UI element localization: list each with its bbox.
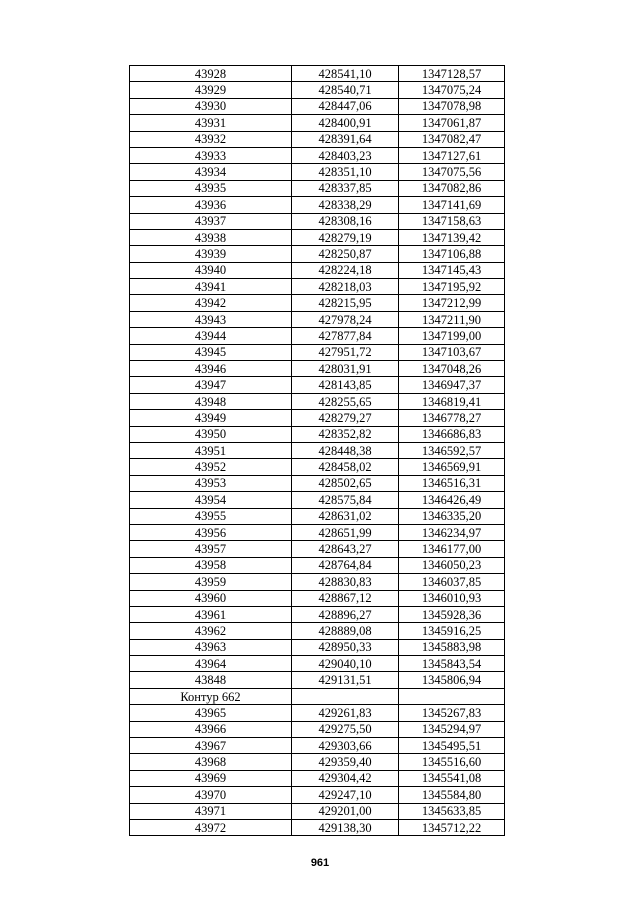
y-coordinate-cell (399, 688, 505, 704)
y-coordinate-cell: 1345712,22 (399, 819, 505, 835)
point-number-cell: 43928 (130, 66, 292, 82)
x-coordinate-cell: 428351,10 (292, 164, 399, 180)
point-number-cell: 43941 (130, 279, 292, 295)
y-coordinate-cell: 1347048,26 (399, 361, 505, 377)
y-coordinate-cell: 1347141,69 (399, 197, 505, 213)
point-number-cell: 43940 (130, 262, 292, 278)
y-coordinate-cell: 1345267,83 (399, 705, 505, 721)
y-coordinate-cell: 1345584,80 (399, 787, 505, 803)
x-coordinate-cell: 428403,23 (292, 147, 399, 163)
y-coordinate-cell: 1346426,49 (399, 492, 505, 508)
x-coordinate-cell: 428631,02 (292, 508, 399, 524)
point-number-cell: 43937 (130, 213, 292, 229)
point-number-cell: 43972 (130, 819, 292, 835)
table-row (130, 623, 505, 639)
table-row (130, 393, 505, 409)
table-row (130, 574, 505, 590)
point-number-cell: 43955 (130, 508, 292, 524)
y-coordinate-cell: 1347195,92 (399, 279, 505, 295)
table-row (130, 508, 505, 524)
point-number-cell: 43968 (130, 754, 292, 770)
point-number-cell: 43945 (130, 344, 292, 360)
x-coordinate-cell: 428448,38 (292, 442, 399, 458)
table-row (130, 721, 505, 737)
y-coordinate-cell: 1345916,25 (399, 623, 505, 639)
x-coordinate-cell: 428279,27 (292, 410, 399, 426)
table-row (130, 639, 505, 655)
table-row (130, 459, 505, 475)
x-coordinate-cell: 429247,10 (292, 787, 399, 803)
x-coordinate-cell: 429040,10 (292, 656, 399, 672)
y-coordinate-cell: 1346335,20 (399, 508, 505, 524)
table-row (130, 213, 505, 229)
point-number-cell: 43947 (130, 377, 292, 393)
table-row (130, 180, 505, 196)
table-row (130, 229, 505, 245)
table-row (130, 344, 505, 360)
x-coordinate-cell: 428830,83 (292, 574, 399, 590)
x-coordinate-cell: 427978,24 (292, 311, 399, 327)
point-number-cell: 43964 (130, 656, 292, 672)
y-coordinate-cell: 1345883,98 (399, 639, 505, 655)
x-coordinate-cell: 428458,02 (292, 459, 399, 475)
point-number-cell: 43933 (130, 147, 292, 163)
point-number-cell: 43950 (130, 426, 292, 442)
table-row (130, 442, 505, 458)
y-coordinate-cell: 1347106,88 (399, 246, 505, 262)
point-number-cell: 43939 (130, 246, 292, 262)
y-coordinate-cell: 1345541,08 (399, 770, 505, 786)
table-row (130, 164, 505, 180)
y-coordinate-cell: 1346010,93 (399, 590, 505, 606)
coordinates-table (129, 65, 505, 836)
x-coordinate-cell: 428950,33 (292, 639, 399, 655)
y-coordinate-cell: 1346037,85 (399, 574, 505, 590)
table-row (130, 98, 505, 114)
table-row (130, 131, 505, 147)
table-row (130, 606, 505, 622)
y-coordinate-cell: 1347061,87 (399, 115, 505, 131)
x-coordinate-cell: 428400,91 (292, 115, 399, 131)
point-number-cell: 43958 (130, 557, 292, 573)
y-coordinate-cell: 1346819,41 (399, 393, 505, 409)
table-row (130, 738, 505, 754)
y-coordinate-cell: 1347158,63 (399, 213, 505, 229)
x-coordinate-cell: 428541,10 (292, 66, 399, 82)
table-row (130, 82, 505, 98)
table-row (130, 197, 505, 213)
table-row (130, 328, 505, 344)
x-coordinate-cell: 429359,40 (292, 754, 399, 770)
table-row (130, 656, 505, 672)
page-number: 961 (310, 857, 330, 869)
x-coordinate-cell: 428218,03 (292, 279, 399, 295)
y-coordinate-cell: 1346686,83 (399, 426, 505, 442)
x-coordinate-cell: 427951,72 (292, 344, 399, 360)
y-coordinate-cell: 1345516,60 (399, 754, 505, 770)
y-coordinate-cell: 1346050,23 (399, 557, 505, 573)
table-row (130, 492, 505, 508)
x-coordinate-cell: 428337,85 (292, 180, 399, 196)
y-coordinate-cell: 1347075,56 (399, 164, 505, 180)
x-coordinate-cell: 429131,51 (292, 672, 399, 688)
point-number-cell: 43970 (130, 787, 292, 803)
point-number-cell: 43943 (130, 311, 292, 327)
y-coordinate-cell: 1346592,57 (399, 442, 505, 458)
table-row (130, 295, 505, 311)
table-row (130, 147, 505, 163)
table-row (130, 524, 505, 540)
y-coordinate-cell: 1347082,47 (399, 131, 505, 147)
point-number-cell: 43951 (130, 442, 292, 458)
table-row (130, 803, 505, 819)
table-row (130, 705, 505, 721)
y-coordinate-cell: 1346947,37 (399, 377, 505, 393)
x-coordinate-cell: 428764,84 (292, 557, 399, 573)
point-number-cell: 43961 (130, 606, 292, 622)
point-number-cell: 43954 (130, 492, 292, 508)
y-coordinate-cell: 1346778,27 (399, 410, 505, 426)
point-number-cell: 43929 (130, 82, 292, 98)
y-coordinate-cell: 1347139,42 (399, 229, 505, 245)
x-coordinate-cell: 428540,71 (292, 82, 399, 98)
point-number-cell: 43942 (130, 295, 292, 311)
x-coordinate-cell: 428031,91 (292, 361, 399, 377)
point-number-cell: 43944 (130, 328, 292, 344)
y-coordinate-cell: 1347075,24 (399, 82, 505, 98)
y-coordinate-cell: 1345294,97 (399, 721, 505, 737)
point-number-cell: 43960 (130, 590, 292, 606)
x-coordinate-cell: 428224,18 (292, 262, 399, 278)
x-coordinate-cell: 428215,95 (292, 295, 399, 311)
point-number-cell: 43934 (130, 164, 292, 180)
table-row (130, 754, 505, 770)
point-number-cell: 43936 (130, 197, 292, 213)
coordinates-table-body (130, 66, 505, 836)
y-coordinate-cell: 1346234,97 (399, 524, 505, 540)
x-coordinate-cell: 428143,85 (292, 377, 399, 393)
table-row (130, 787, 505, 803)
point-number-cell: 43956 (130, 524, 292, 540)
x-coordinate-cell: 428502,65 (292, 475, 399, 491)
x-coordinate-cell: 427877,84 (292, 328, 399, 344)
point-number-cell: 43962 (130, 623, 292, 639)
y-coordinate-cell: 1346516,31 (399, 475, 505, 491)
point-number-cell: 43963 (130, 639, 292, 655)
table-row (130, 541, 505, 557)
y-coordinate-cell: 1347128,57 (399, 66, 505, 82)
point-number-cell: 43935 (130, 180, 292, 196)
table-row (130, 819, 505, 835)
y-coordinate-cell: 1347145,43 (399, 262, 505, 278)
y-coordinate-cell: 1347082,86 (399, 180, 505, 196)
point-number-cell: 43965 (130, 705, 292, 721)
point-number-cell: 43931 (130, 115, 292, 131)
y-coordinate-cell: 1346177,00 (399, 541, 505, 557)
x-coordinate-cell: 428352,82 (292, 426, 399, 442)
y-coordinate-cell: 1347212,99 (399, 295, 505, 311)
table-row (130, 246, 505, 262)
x-coordinate-cell: 429138,30 (292, 819, 399, 835)
table-row (130, 311, 505, 327)
x-coordinate-cell: 429201,00 (292, 803, 399, 819)
point-number-cell: 43848 (130, 672, 292, 688)
table-row (130, 410, 505, 426)
table-row (130, 262, 505, 278)
point-number-cell: 43946 (130, 361, 292, 377)
point-number-cell: 43969 (130, 770, 292, 786)
x-coordinate-cell: 428867,12 (292, 590, 399, 606)
table-row (130, 377, 505, 393)
x-coordinate-cell: 428896,27 (292, 606, 399, 622)
table-row (130, 66, 505, 82)
y-coordinate-cell: 1345843,54 (399, 656, 505, 672)
point-number-cell: 43932 (130, 131, 292, 147)
x-coordinate-cell: 428255,65 (292, 393, 399, 409)
table-row (130, 770, 505, 786)
x-coordinate-cell: 428308,16 (292, 213, 399, 229)
x-coordinate-cell: 429261,83 (292, 705, 399, 721)
y-coordinate-cell: 1346569,91 (399, 459, 505, 475)
point-number-cell: 43957 (130, 541, 292, 557)
point-number-cell: 43966 (130, 721, 292, 737)
x-coordinate-cell: 428651,99 (292, 524, 399, 540)
table-row (130, 279, 505, 295)
y-coordinate-cell: 1347211,90 (399, 311, 505, 327)
point-number-cell: 43967 (130, 738, 292, 754)
x-coordinate-cell: 428250,87 (292, 246, 399, 262)
table-row (130, 361, 505, 377)
table-row (130, 688, 505, 704)
point-number-cell: 43952 (130, 459, 292, 475)
y-coordinate-cell: 1345806,94 (399, 672, 505, 688)
x-coordinate-cell: 428447,06 (292, 98, 399, 114)
point-number-cell: Контур 662 (130, 688, 292, 704)
x-coordinate-cell: 428279,19 (292, 229, 399, 245)
table-row (130, 557, 505, 573)
table-row (130, 426, 505, 442)
y-coordinate-cell: 1347103,67 (399, 344, 505, 360)
table-row (130, 590, 505, 606)
table-row (130, 115, 505, 131)
point-number-cell: 43948 (130, 393, 292, 409)
x-coordinate-cell: 429303,66 (292, 738, 399, 754)
table-row (130, 672, 505, 688)
y-coordinate-cell: 1347078,98 (399, 98, 505, 114)
y-coordinate-cell: 1345928,36 (399, 606, 505, 622)
point-number-cell: 43938 (130, 229, 292, 245)
y-coordinate-cell: 1345495,51 (399, 738, 505, 754)
x-coordinate-cell: 429304,42 (292, 770, 399, 786)
y-coordinate-cell: 1347127,61 (399, 147, 505, 163)
x-coordinate-cell: 428338,29 (292, 197, 399, 213)
y-coordinate-cell: 1347199,00 (399, 328, 505, 344)
x-coordinate-cell: 428391,64 (292, 131, 399, 147)
point-number-cell: 43971 (130, 803, 292, 819)
point-number-cell: 43930 (130, 98, 292, 114)
x-coordinate-cell: 429275,50 (292, 721, 399, 737)
x-coordinate-cell: 428575,84 (292, 492, 399, 508)
table-row (130, 475, 505, 491)
point-number-cell: 43959 (130, 574, 292, 590)
x-coordinate-cell: 428889,08 (292, 623, 399, 639)
point-number-cell: 43953 (130, 475, 292, 491)
y-coordinate-cell: 1345633,85 (399, 803, 505, 819)
point-number-cell: 43949 (130, 410, 292, 426)
x-coordinate-cell: 428643,27 (292, 541, 399, 557)
x-coordinate-cell (292, 688, 399, 704)
